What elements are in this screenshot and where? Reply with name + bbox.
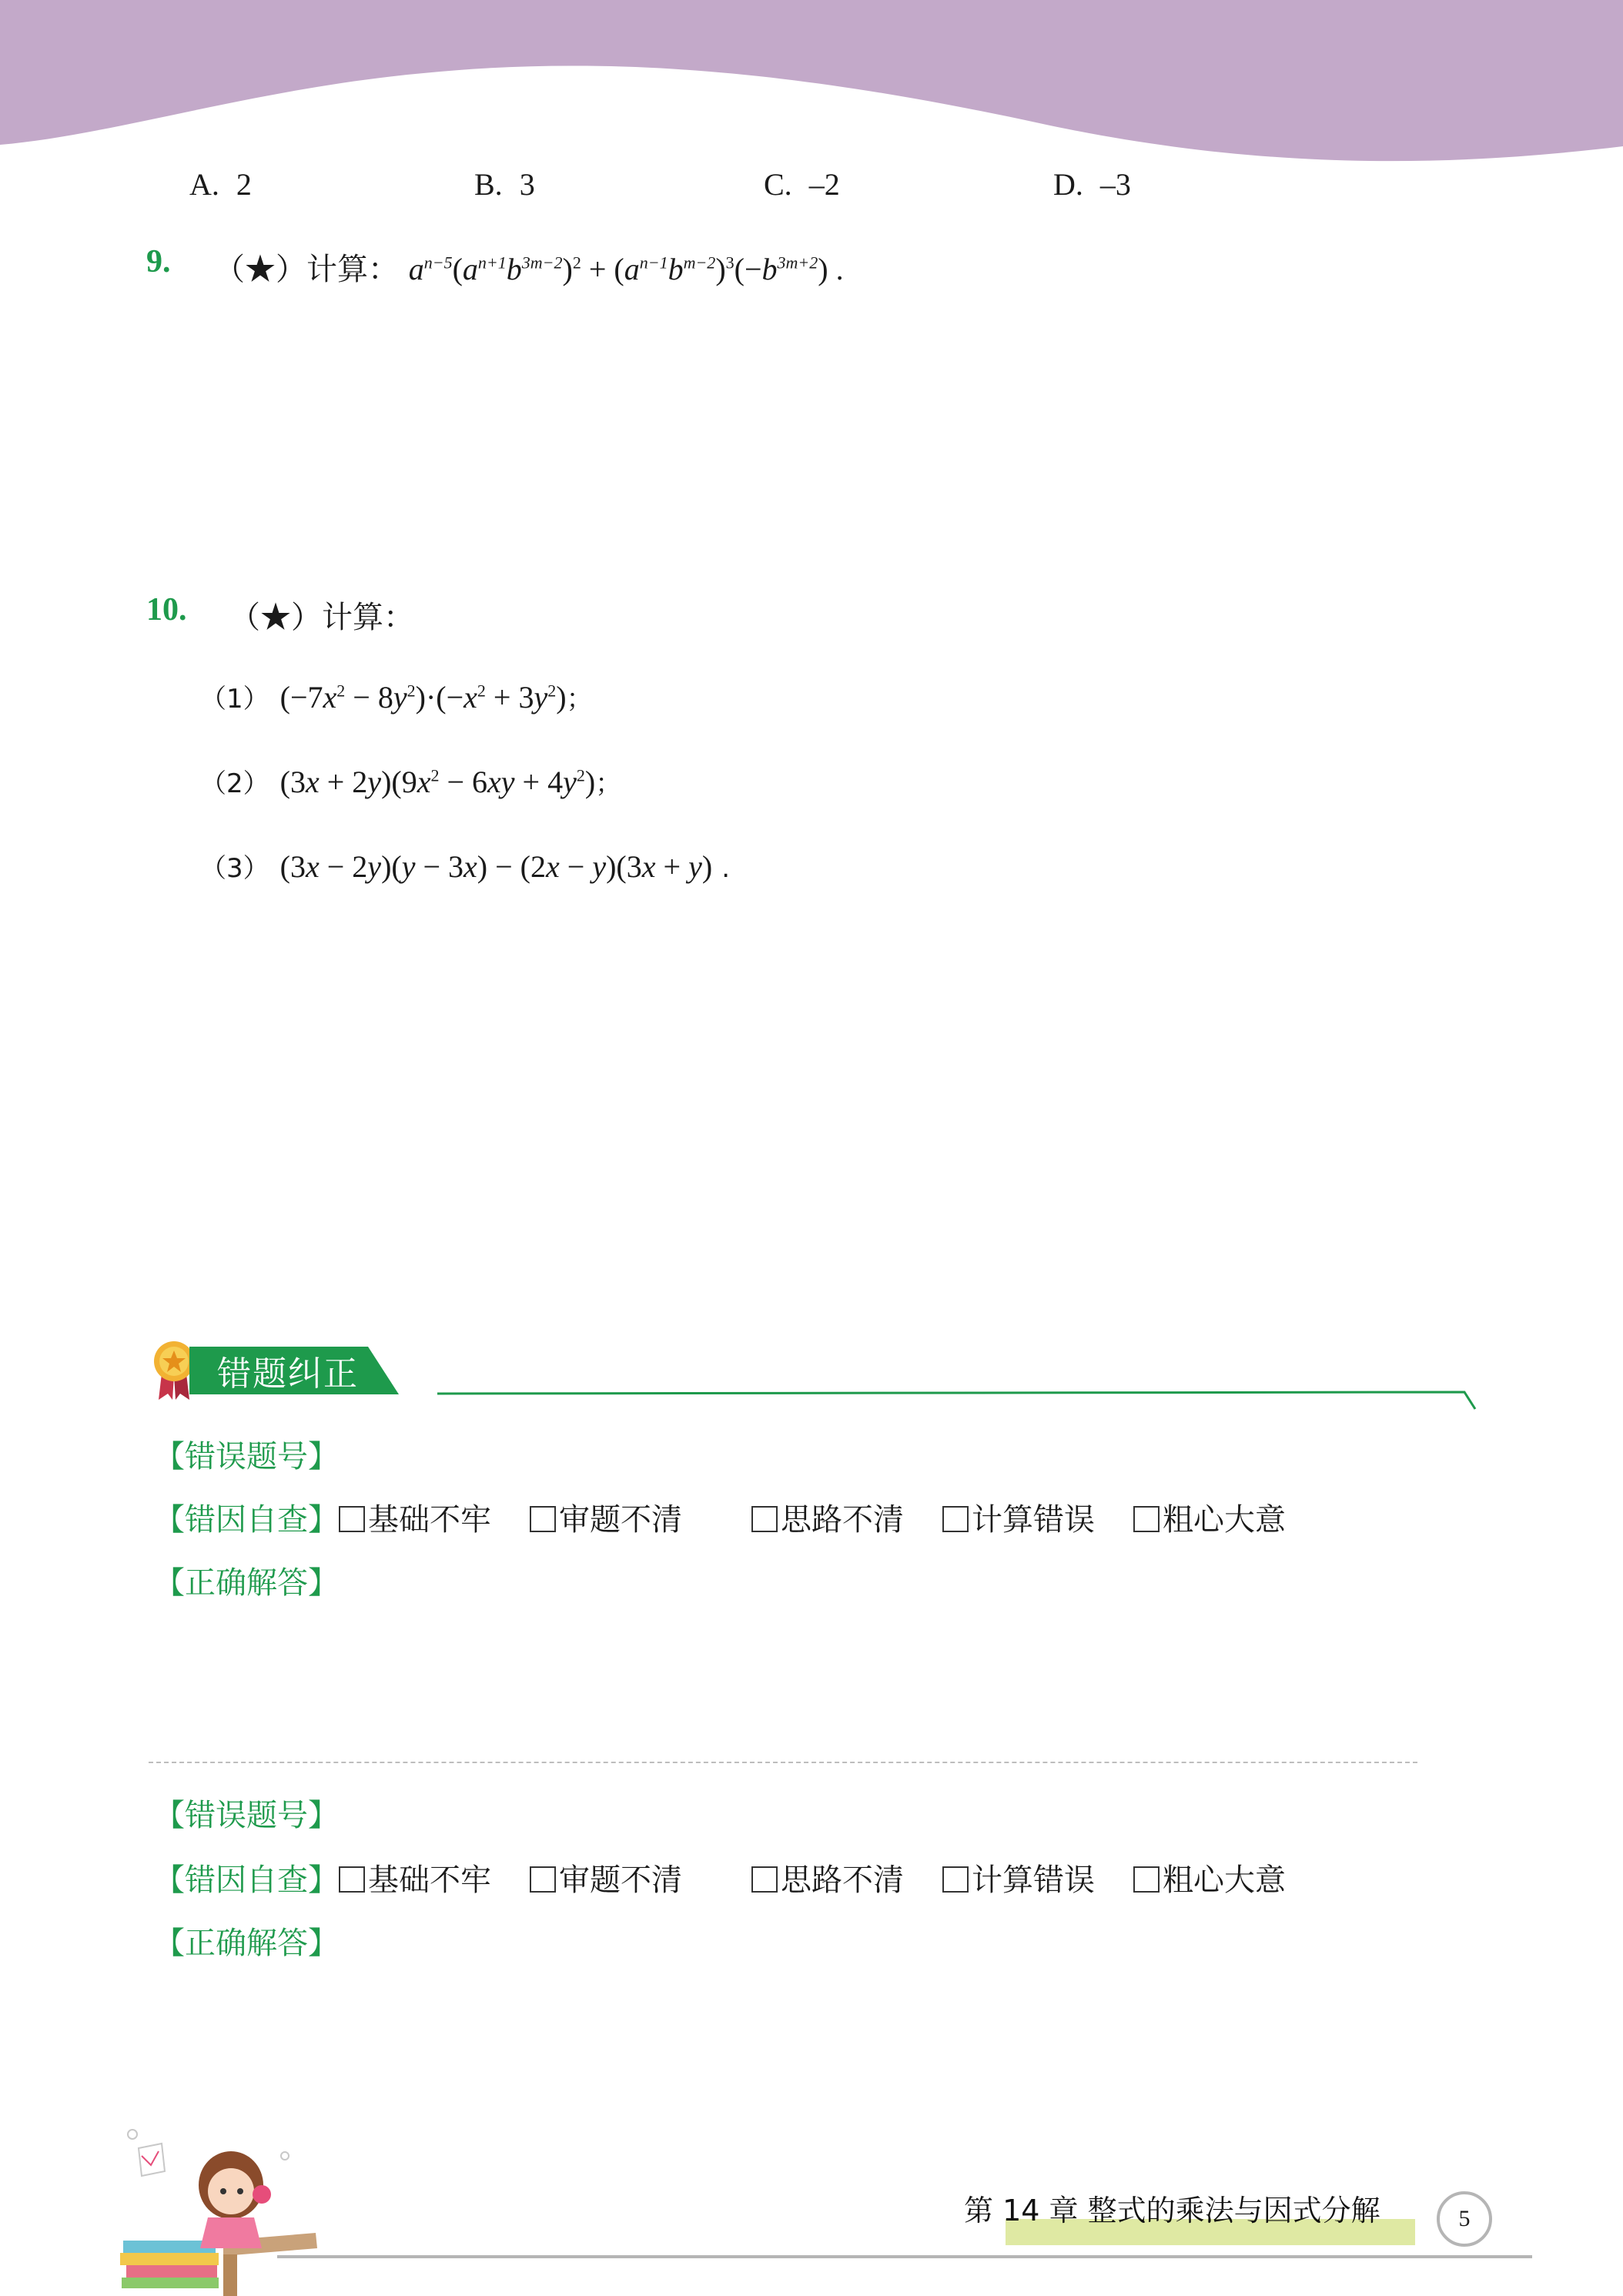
checkbox-icon[interactable]: [751, 1506, 778, 1532]
question-9-prompt: （★）计算：: [214, 252, 399, 287]
divider: [149, 1762, 1417, 1763]
checkbox-reading[interactable]: 审题不清: [530, 1856, 682, 1899]
checkbox-icon[interactable]: [942, 1506, 969, 1532]
checkbox-icon[interactable]: [339, 1506, 365, 1532]
option-d: D. –3: [1053, 167, 1131, 202]
option-b: B. 3: [474, 167, 535, 202]
option-c: C. –2: [764, 167, 840, 202]
footer-rule: [277, 2255, 1532, 2258]
question-10-part-1: （1） $(-7x^2 - 8y^2)\cdot(-x^2 + 3y^2)$；: [200, 680, 593, 715]
question-10-part-2: （2） $(3x + 2y)(9x^2 - 6xy + 4y^2)$；: [200, 765, 622, 799]
section-underline: [436, 1386, 1483, 1417]
question-9-expression: $a^{n-5}(a^{n+1}b^{3m-2})^2 + (a^{n-1}b^{m-2})^3(-b^{3m+2})$ .: [408, 252, 844, 286]
error-cause-row-1: 【错因自查】 基础不牢 审题不清 思路不清 计算错误 粗心大意: [154, 1495, 1324, 1539]
question-10-number: 10.: [146, 592, 187, 628]
checkbox-icon[interactable]: [1133, 1506, 1160, 1532]
checkbox-icon[interactable]: [530, 1506, 556, 1532]
checkbox-approach[interactable]: 思路不清: [751, 1856, 904, 1899]
option-a: A. 2: [189, 167, 252, 202]
checkbox-approach[interactable]: 思路不清: [751, 1495, 904, 1539]
question-9-number: 9.: [146, 244, 171, 279]
chapter-title: 第 14 章 整式的乘法与因式分解: [964, 2194, 1380, 2227]
question-9-text: [214, 245, 844, 289]
checkbox-icon[interactable]: [942, 1866, 969, 1893]
checkbox-reading[interactable]: 审题不清: [530, 1495, 682, 1539]
checkbox-icon[interactable]: [1133, 1866, 1160, 1893]
checkbox-basics[interactable]: 基础不牢: [339, 1495, 491, 1539]
checkbox-calculation[interactable]: 计算错误: [942, 1495, 1095, 1539]
checkbox-basics[interactable]: 基础不牢: [339, 1856, 491, 1899]
checkbox-calculation[interactable]: 计算错误: [942, 1856, 1095, 1899]
header-wave: [0, 0, 1623, 177]
correct-answer-label-1: 【正确解答】: [154, 1565, 339, 1601]
girl-studying-illustration: [108, 2125, 323, 2296]
correct-answer-label-2: 【正确解答】: [154, 1926, 339, 1961]
error-number-label-2: 【错误题号】: [154, 1798, 339, 1833]
checkbox-icon[interactable]: [751, 1866, 778, 1893]
checkbox-careless[interactable]: 粗心大意: [1133, 1495, 1286, 1539]
section-title: 错题纠正: [217, 1354, 359, 1394]
checkbox-icon[interactable]: [339, 1866, 365, 1893]
error-number-label-1: 【错误题号】: [154, 1439, 339, 1474]
page-number: 5: [1437, 2191, 1492, 2247]
question-10-prompt: （★）计算：: [229, 600, 414, 635]
question-10-part-3: （3） (3x − 2y)(y − 3x) − (2x − y)(3x + y) .: [200, 849, 731, 884]
error-cause-row-2: 【错因自查】 基础不牢 审题不清 思路不清 计算错误 粗心大意: [154, 1856, 1324, 1899]
checkbox-icon[interactable]: [530, 1866, 556, 1893]
checkbox-careless[interactable]: 粗心大意: [1133, 1856, 1286, 1899]
